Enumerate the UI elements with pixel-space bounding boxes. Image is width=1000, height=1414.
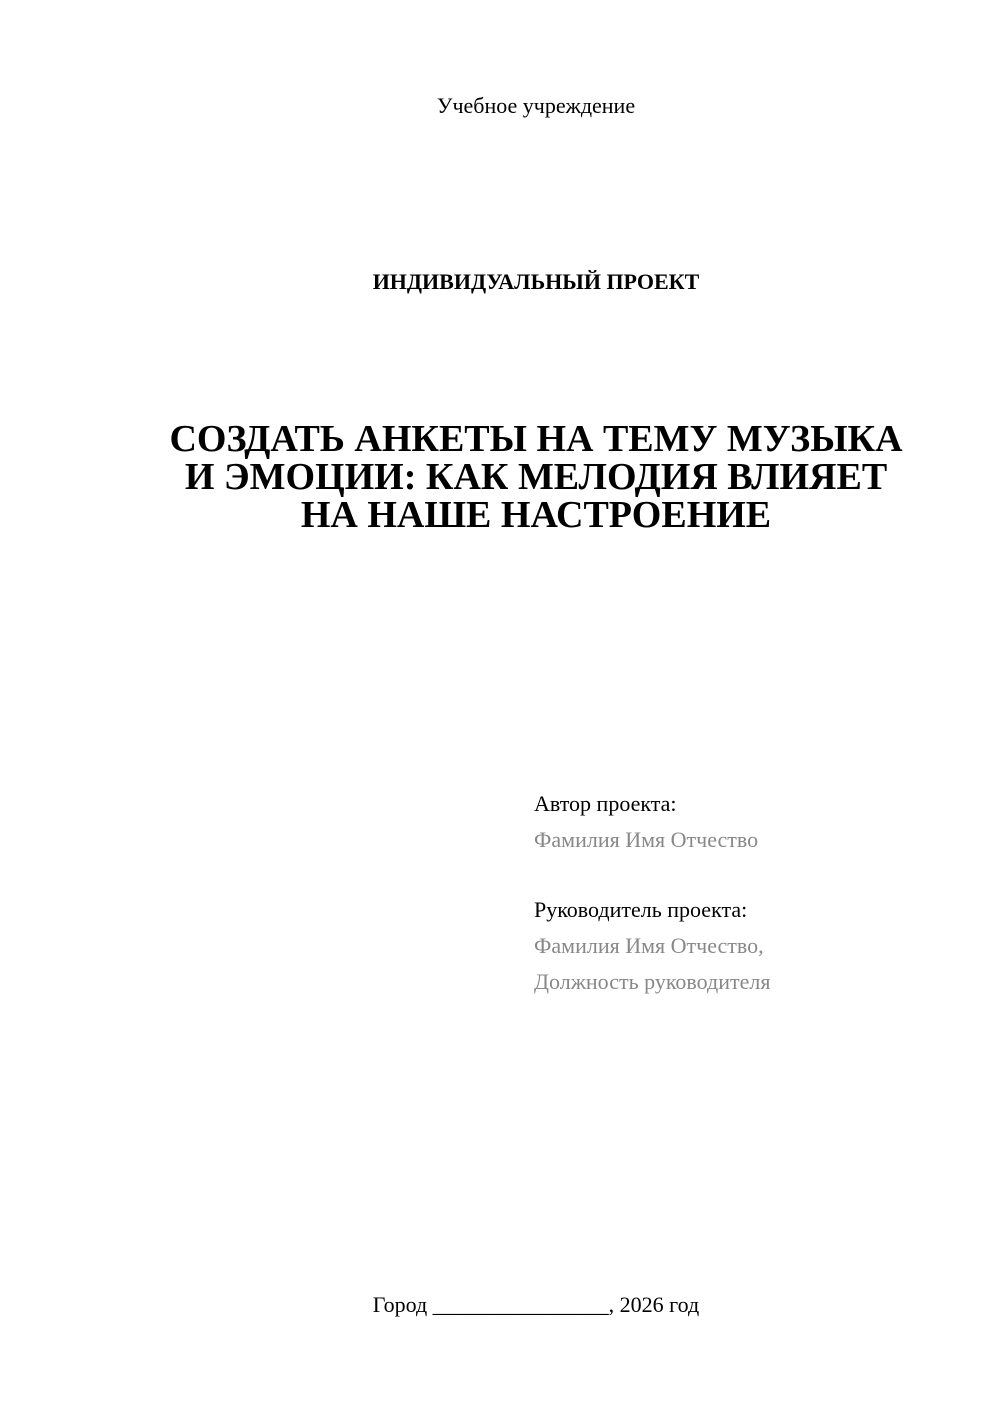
author-block: [534, 786, 974, 858]
project-title-line-2: И ЭМОЦИИ: КАК МЕЛОДИЯ ВЛИЯЕТ: [184, 456, 888, 498]
document-type: ИНДИВИДУАЛЬНЫЙ ПРОЕКТ: [372, 269, 700, 294]
author-name-placeholder: Фамилия Имя Отчество: [534, 827, 759, 852]
supervisor-position-placeholder: Должность руководителя: [534, 969, 771, 994]
supervisor-block: [534, 892, 974, 1000]
supervisor-name-placeholder: Фамилия Имя Отчество,: [534, 933, 764, 958]
project-title: [150, 420, 922, 534]
institution-name: Учебное учреждение: [436, 93, 636, 118]
author-label: Автор проекта:: [534, 791, 677, 816]
city-year-footer: Город ________________, 2026 год: [372, 1292, 700, 1317]
supervisor-label: Руководитель проекта:: [534, 897, 748, 922]
project-title-line-3: НА НАШЕ НАСТРОЕНИЕ: [300, 494, 772, 536]
project-title-line-1: СОЗДАТЬ АНКЕТЫ НА ТЕМУ МУЗЫКА: [169, 418, 903, 460]
